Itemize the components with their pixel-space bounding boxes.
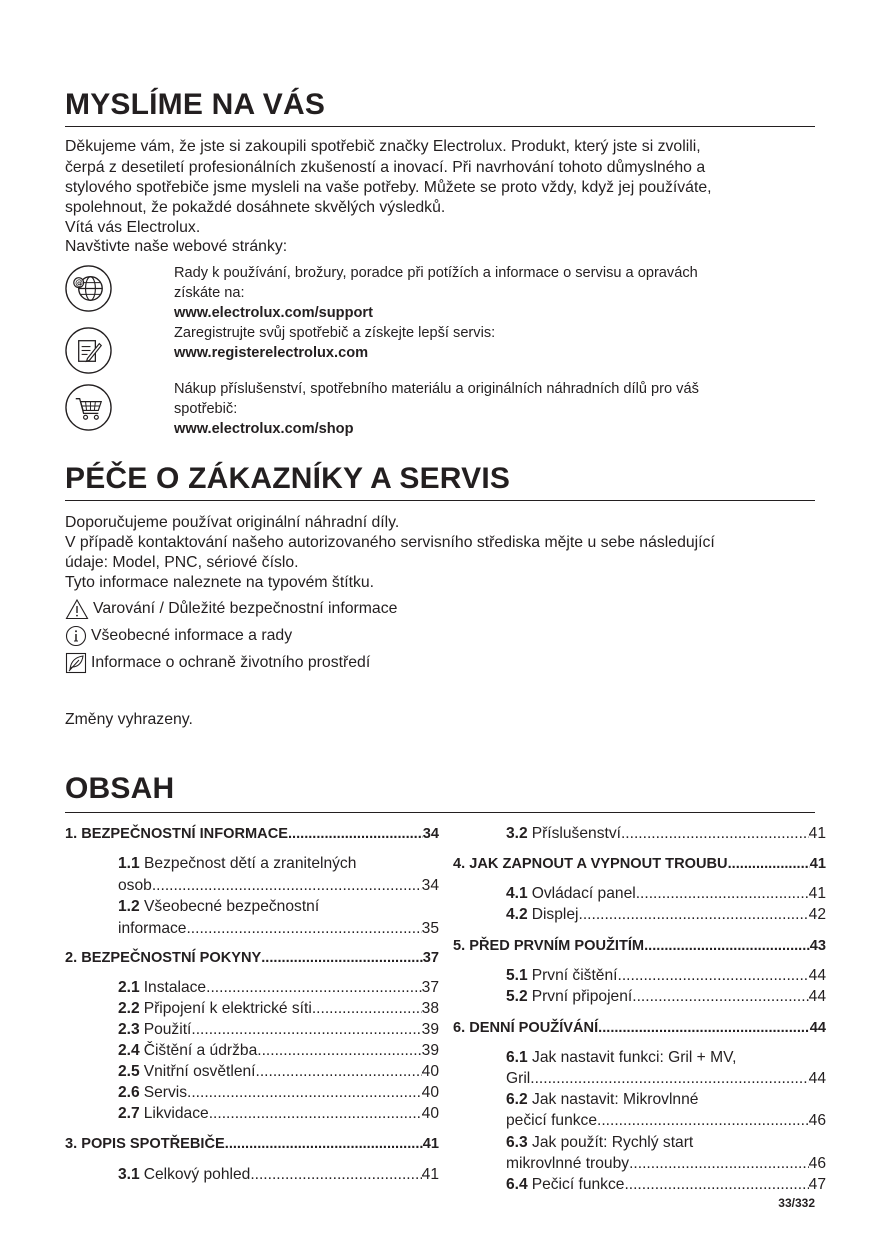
toc-entry[interactable] <box>506 1110 826 1132</box>
toc-label: Displej <box>531 906 579 923</box>
toc-entry[interactable] <box>453 854 826 874</box>
support-url-wrap <box>174 303 373 323</box>
legend-environment <box>65 652 370 674</box>
toc-page: 35 <box>421 920 439 937</box>
intro-line: Vítá vás Electrolux. <box>65 219 201 236</box>
toc-entry-line[interactable] <box>506 1089 698 1111</box>
service-line: Tyto informace naleznete na typovém štítku. <box>65 574 375 591</box>
toc-num: 2.7 <box>118 1105 140 1122</box>
section-rule <box>65 126 815 127</box>
toc-label: Instalace <box>143 979 207 996</box>
toc-label: Příslušenství <box>531 825 621 842</box>
toc-entry[interactable] <box>453 1018 826 1038</box>
register-icon <box>64 326 113 375</box>
toc-page: 43 <box>809 938 826 954</box>
toc-entry[interactable] <box>506 986 826 1008</box>
toc-entry[interactable] <box>506 1174 826 1196</box>
toc-label: Všeobecné bezpečnostní <box>144 898 320 915</box>
intro-line: čerpá z desetiletí profesionálních zkušeností a inovací. Při navrhování tohoto důmyslného a <box>65 159 706 176</box>
toc-label: Čištění a údržba <box>143 1042 258 1059</box>
globe-icon <box>64 264 113 313</box>
toc-label: 6. DENNÍ POUŽÍVÁNÍ <box>453 1020 599 1036</box>
toc-num: 5.1 <box>506 967 528 984</box>
toc-num: 2.2 <box>118 1000 140 1017</box>
toc-page: 47 <box>808 1176 826 1193</box>
legend-info <box>65 625 292 647</box>
support-text: Rady k používání, brožury, poradce při potížích a informace o servisu a opravách <box>174 265 698 281</box>
support-text: získáte na: <box>174 285 245 301</box>
toc-label: 3. POPIS SPOTŘEBIČE <box>65 1136 225 1152</box>
service-line: Doporučujeme používat originální náhradní díly. <box>65 514 400 531</box>
toc-page: 39 <box>421 1042 439 1059</box>
toc-label: Pečicí funkce <box>531 1176 625 1193</box>
toc-label: informace <box>118 920 187 937</box>
toc-label: Připojení k elektrické síti <box>143 1000 312 1017</box>
toc-entry[interactable] <box>118 977 439 999</box>
toc-label: 1. BEZPEČNOSTNÍ INFORMACE <box>65 826 288 842</box>
intro-line: Navštivte naše webové stránky: <box>65 238 288 255</box>
toc-label: Jak použít: Rychlý start <box>532 1134 694 1151</box>
toc-num: 6.1 <box>506 1049 528 1066</box>
intro-line: spolehnout, že pokaždé dosáhnete skvělých výsledků. <box>65 199 446 216</box>
toc-label: První čištění <box>531 967 618 984</box>
page-number: 33/332 <box>778 1196 815 1210</box>
toc-num: 2.6 <box>118 1084 140 1101</box>
section-rule <box>65 812 815 813</box>
toc-entry[interactable] <box>506 904 826 926</box>
toc-label: Použití <box>143 1021 192 1038</box>
toc-num: 3.1 <box>118 1166 140 1183</box>
toc-label: Servis <box>143 1084 188 1101</box>
toc-label: Ovládací panel <box>531 885 636 902</box>
toc-page: 40 <box>421 1063 439 1080</box>
toc-page: 39 <box>421 1021 439 1038</box>
toc-num: 1.1 <box>118 855 140 872</box>
support-url[interactable]: www.electrolux.com/support <box>174 305 373 321</box>
toc-entry-line[interactable] <box>506 1132 693 1154</box>
toc-entry[interactable] <box>506 965 826 987</box>
toc-entry[interactable] <box>453 936 826 956</box>
toc-entry[interactable] <box>118 1061 439 1083</box>
section-title-pece: PÉČE O ZÁKAZNÍKY A SERVIS <box>65 462 511 495</box>
shopping-cart-icon <box>64 383 113 432</box>
legend-text: Informace o ochraně životního prostředí <box>91 654 371 671</box>
toc-label: osob <box>118 877 152 894</box>
toc-page: 41 <box>808 885 826 902</box>
leaf-icon <box>65 652 87 674</box>
toc-num: 4.2 <box>506 906 528 923</box>
toc-label: První připojení <box>531 988 633 1005</box>
toc-num: 2.1 <box>118 979 140 996</box>
toc-num: 6.2 <box>506 1091 528 1108</box>
section-title-obsah: OBSAH <box>65 772 175 805</box>
toc-num: 6.3 <box>506 1134 528 1151</box>
toc-label: Bezpečnost dětí a zranitelných <box>144 855 357 872</box>
toc-entry[interactable] <box>506 883 826 905</box>
toc-num: 1.2 <box>118 898 140 915</box>
service-line: údaje: Model, PNC, sériové číslo. <box>65 554 299 571</box>
toc-page: 34 <box>421 877 439 894</box>
register-url[interactable]: www.registerelectrolux.com <box>174 345 369 361</box>
toc-page: 44 <box>808 988 826 1005</box>
toc-page: 44 <box>808 1070 826 1087</box>
legend-text: Varování / Důležité bezpečnostní informace <box>93 600 398 617</box>
toc-label: pečicí funkce <box>506 1112 598 1129</box>
toc-label: mikrovlnné trouby <box>506 1155 630 1172</box>
toc-page: 34 <box>422 826 439 842</box>
toc-entry[interactable] <box>118 918 439 940</box>
toc-label: Jak nastavit funkci: Gril + MV, <box>532 1049 737 1066</box>
legend-warning <box>65 598 397 620</box>
intro-line: stylového spotřebiče jsme mysleli na vaše potřeby. Můžete se proto vždy, když jej používáte, <box>65 179 712 196</box>
toc-num: 2.4 <box>118 1042 140 1059</box>
toc-label: Gril <box>506 1070 531 1087</box>
warning-icon <box>65 598 89 620</box>
toc-page: 38 <box>421 1000 439 1017</box>
toc-entry[interactable] <box>118 1164 439 1186</box>
register-text: Zaregistrujte svůj spotřebič a získejte lepší servis: <box>174 325 496 341</box>
toc-page: 46 <box>808 1112 826 1129</box>
toc-label: Jak nastavit: Mikrovlnné <box>532 1091 699 1108</box>
toc-entry[interactable] <box>506 1068 826 1090</box>
toc-num: 6.4 <box>506 1176 528 1193</box>
toc-entry[interactable] <box>65 1134 439 1154</box>
toc-page: 41 <box>422 1136 439 1152</box>
toc-entry-line[interactable] <box>506 1047 736 1069</box>
toc-page: 41 <box>809 856 826 872</box>
toc-entry[interactable] <box>118 1082 439 1104</box>
toc-page: 40 <box>421 1105 439 1122</box>
toc-page: 40 <box>421 1084 439 1101</box>
toc-entry[interactable] <box>118 998 439 1020</box>
toc-page: 44 <box>809 1020 826 1036</box>
intro-line: Děkujeme vám, že jste si zakoupili spotřebič značky Electrolux. Produkt, který jste si zvolili, <box>65 138 701 155</box>
toc-label: 2. BEZPEČNOSTNÍ POKYNY <box>65 950 262 966</box>
changes-note: Změny vyhrazeny. <box>65 711 193 728</box>
toc-page: 46 <box>808 1155 826 1172</box>
shop-text: Nákup příslušenství, spotřebního materiálu a originálních náhradních dílů pro váš <box>174 381 699 397</box>
shop-text: spotřebič: <box>174 401 238 417</box>
toc-page: 44 <box>808 967 826 984</box>
toc-num: 4.1 <box>506 885 528 902</box>
toc-page: 41 <box>808 825 826 842</box>
register-url-wrap <box>174 343 368 363</box>
toc-num: 2.3 <box>118 1021 140 1038</box>
svg-text:@: @ <box>75 278 83 288</box>
toc-num: 3.2 <box>506 825 528 842</box>
toc-page: 37 <box>421 979 439 996</box>
toc-label: 4. JAK ZAPNOUT A VYPNOUT TROUBU <box>453 856 728 872</box>
toc-entry-line[interactable] <box>118 853 356 875</box>
toc-page: 41 <box>421 1166 439 1183</box>
shop-url-wrap <box>174 419 354 439</box>
toc-entry[interactable] <box>506 823 826 845</box>
toc-entry[interactable] <box>118 1103 439 1125</box>
legend-text: Všeobecné informace a rady <box>91 627 293 644</box>
toc-entry[interactable] <box>118 1019 439 1041</box>
toc-entry[interactable] <box>65 824 439 844</box>
toc-num: 2.5 <box>118 1063 140 1080</box>
toc-label: Vnitřní osvětlení <box>143 1063 256 1080</box>
toc-label: Likvidace <box>143 1105 209 1122</box>
section-rule <box>65 500 815 501</box>
toc-entry-line[interactable] <box>118 896 319 918</box>
info-icon <box>65 625 87 647</box>
toc-num: 5.2 <box>506 988 528 1005</box>
toc-entry[interactable] <box>118 875 439 897</box>
toc-label: Celkový pohled <box>143 1166 251 1183</box>
toc-label: 5. PŘED PRVNÍM POUŽITÍM <box>453 938 645 954</box>
shop-url[interactable]: www.electrolux.com/shop <box>174 421 354 437</box>
toc-entry[interactable] <box>506 1153 826 1175</box>
toc-entry[interactable] <box>118 1040 439 1062</box>
toc-entry[interactable] <box>65 948 439 968</box>
toc-page: 37 <box>422 950 439 966</box>
service-line: V případě kontaktování našeho autorizovaného servisního střediska mějte u sebe následující <box>65 534 715 551</box>
toc-page: 42 <box>808 906 826 923</box>
section-title-myslime: MYSLÍME NA VÁS <box>65 88 326 121</box>
